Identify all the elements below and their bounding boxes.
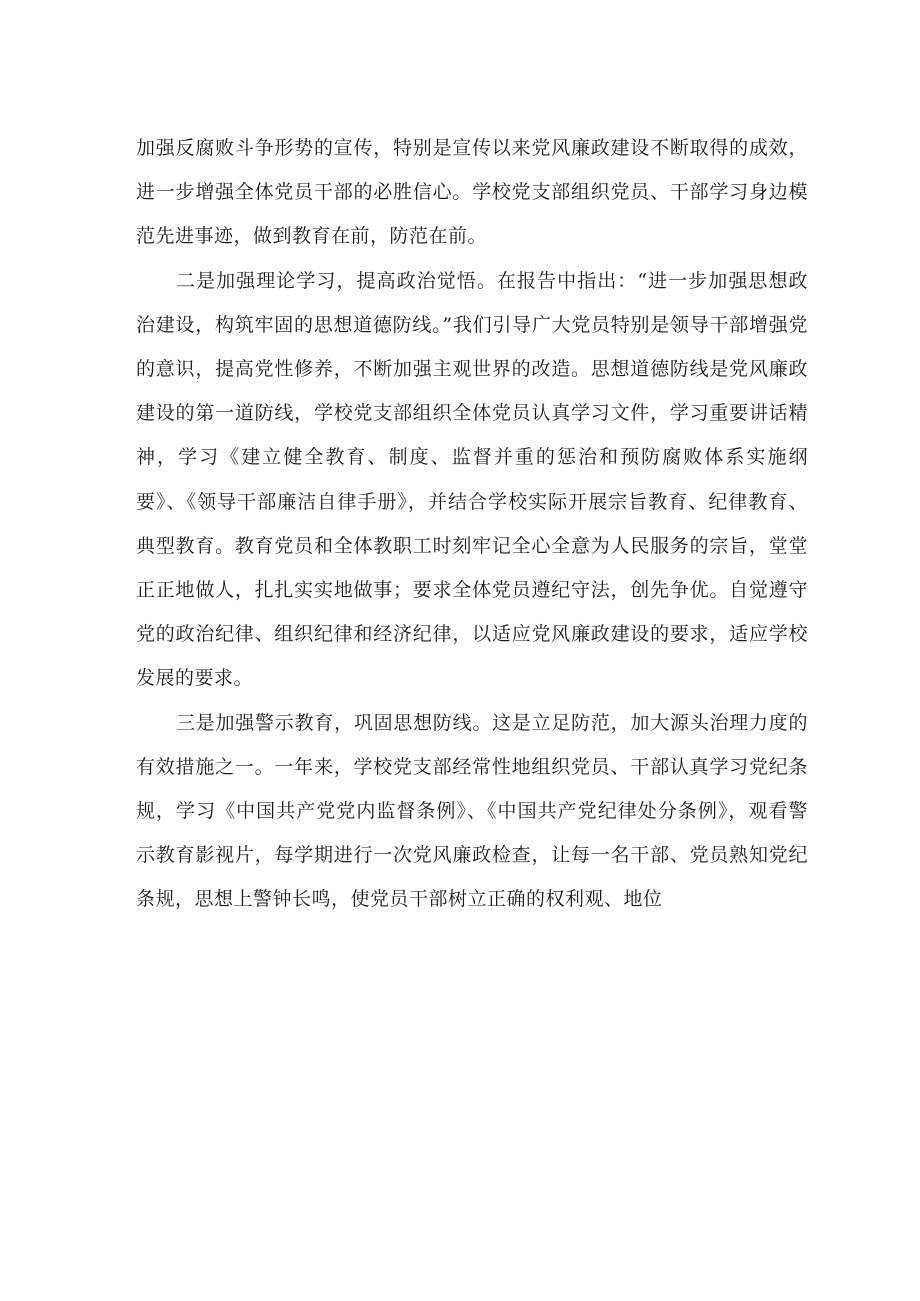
paragraph-3: 三是加强警示教育，巩固思想防线。这是立足防范，加大源头治理力度的有效措施之一。一年来，学校党支部经常性地组织党员、干部认真学习党纪条规，学习《中国共产党党内监督条例》、《中国共产党纪律处分条例》，观看警示教育影视片，每学期进行一次党风廉政检查，让每一名干部、党员熟知党纪条规，思想上警钟长鸣，使党员干部树立正确的权利观、地位 [136, 711, 808, 911]
paragraph-1: 加强反腐败斗争形势的宣传，特别是宣传以来党风廉政建设不断取得的成效，进一步增强全体党员干部的必胜信心。学校党支部组织党员、干部学习身边模范先进事迹，做到教育在前，防范在前。 [136, 137, 808, 248]
document-body [136, 126, 808, 922]
paragraph-2: 二是加强理论学习，提高政治觉悟。在报告中指出：“进一步加强思想政治建设，构筑牢固的思想道德防线。”我们引导广大党员特别是领导干部增强党的意识，提高党性修养，不断加强主观世界的改造。思想道德防线是党风廉政建设的第一道防线，学校党支部组织全体党员认真学习文件，学习重要讲话精神，学习《建立健全教育、制度、监督并重的惩治和预防腐败体系实施纲要》、《领导干部廉洁自律手册》，并结合学校实际开展宗旨教育、纪律教育、典型教育。教育党员和全体教职工时刻牢记全心全意为人民服务的宗旨，堂堂正正地做人，扎扎实实地做事；要求全体党员遵纪守法，创先争优。自觉遵守党的政治纪律、组织纪律和经济纪律，以适应党风廉政建设的要求，适应学校发展的要求。 [136, 269, 808, 690]
